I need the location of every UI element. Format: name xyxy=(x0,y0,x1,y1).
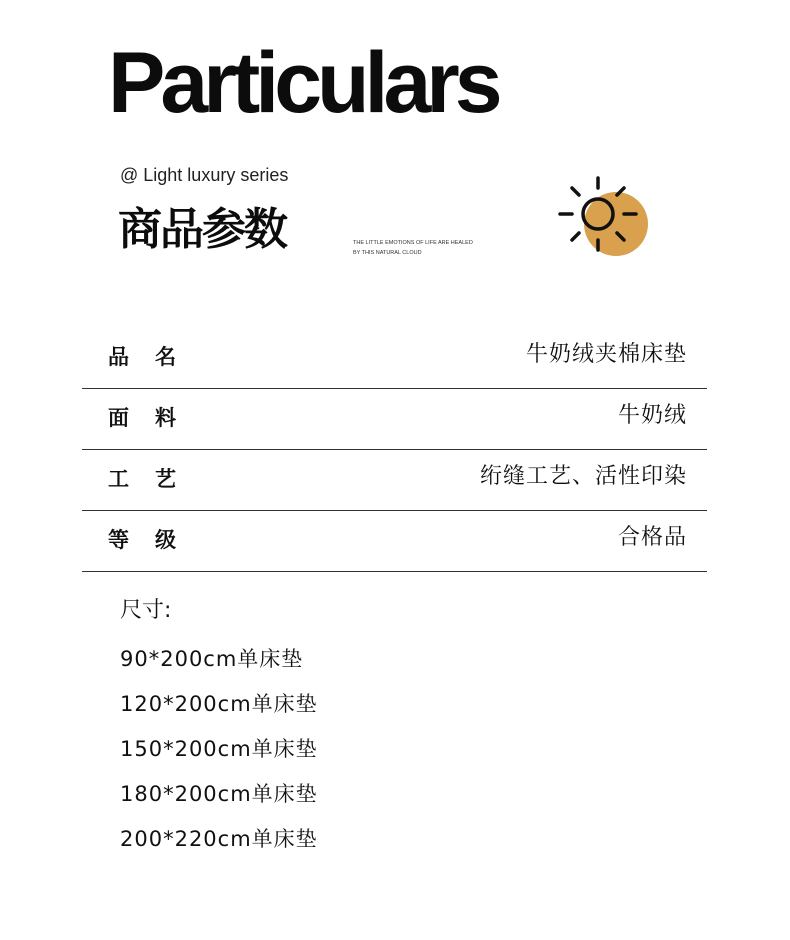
spec-value: 绗缝工艺、活性印染 xyxy=(479,464,687,489)
spec-row-fabric xyxy=(82,389,707,450)
spec-label: 等级 xyxy=(108,528,202,552)
size-section xyxy=(120,596,318,869)
spec-label: 面料 xyxy=(108,406,202,430)
size-heading: 尺寸: xyxy=(120,598,172,623)
tagline-line-2: BY THIS NATURAL CLOUD xyxy=(353,250,422,256)
spec-table xyxy=(82,328,707,572)
spec-row-name xyxy=(82,328,707,389)
spec-row-grade xyxy=(82,511,707,572)
tagline xyxy=(353,238,493,258)
size-item: 150*200cm单床垫 xyxy=(120,737,318,761)
spec-value: 牛奶绒夹棉床垫 xyxy=(525,342,687,367)
spec-value: 合格品 xyxy=(617,525,687,550)
series-subtitle: @ Light luxury series xyxy=(120,165,289,185)
spec-label: 品名 xyxy=(108,345,202,369)
size-item: 90*200cm单床垫 xyxy=(120,647,304,671)
spec-label: 工艺 xyxy=(108,467,202,491)
product-params-title: 商品参数 xyxy=(118,204,286,255)
spec-value: 牛奶绒 xyxy=(617,403,687,428)
sun-accent-circle xyxy=(584,192,648,256)
tagline-line-1: THE LITTLE EMOTIONS OF LIFE ARE HEALED xyxy=(353,240,473,246)
spec-row-craft xyxy=(82,450,707,511)
sun-icon xyxy=(552,172,652,262)
size-item: 120*200cm单床垫 xyxy=(120,692,318,716)
size-item: 180*200cm单床垫 xyxy=(120,782,318,806)
size-item: 200*220cm单床垫 xyxy=(120,827,318,851)
page-headline: Particulars xyxy=(108,35,498,131)
